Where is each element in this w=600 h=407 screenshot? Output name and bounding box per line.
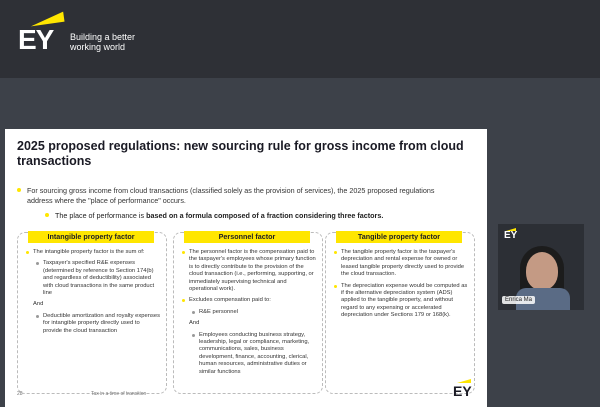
bullet2-bold: based on a formula composed of a fraction considering three factors. — [146, 211, 384, 220]
column-item: Excludes compensation paid to: — [182, 297, 316, 304]
column-item: R&E personnel — [192, 309, 316, 316]
column-personnel — [173, 232, 323, 394]
column-item: Deductible amortization and royalty expenses for intangible property directly used to provide the cloud transaction — [36, 313, 160, 335]
column-item: Taxpayer's specified R&E expenses (determined by reference to Section 174(b) and regardless of deductibility) associated with cloud transactions in the same product line — [36, 260, 160, 297]
tagline-line2: working world — [70, 42, 126, 52]
column-body — [26, 249, 160, 339]
column-header: Intangible property factor — [28, 231, 154, 243]
column-item: The intangible property factor is the sum of: — [26, 249, 160, 256]
column-header: Tangible property factor — [336, 231, 462, 243]
slide-bullet-2 — [55, 211, 475, 220]
slide-bullet-1: For sourcing gross income from cloud transactions (classified solely as the provision of services), the 2025 proposed regulations address where the "place of performance" occurs. — [27, 186, 447, 205]
top-banner — [0, 0, 600, 78]
column-header: Personnel factor — [184, 231, 310, 243]
column-item: And — [189, 320, 200, 327]
ey-logo — [18, 10, 148, 54]
participant-name: Enrica Ma — [502, 296, 535, 304]
video-logo: EY — [504, 230, 518, 241]
column-item: Employees conducting business strategy, leadership, legal or compliance, marketing, communications, sales, business development, finance, accounting, clerical, human resources, administrative duties or similar functions — [192, 332, 316, 376]
page-number: 28 — [17, 391, 23, 397]
bullet2-prefix: The place of performance is — [55, 211, 147, 220]
tagline-line1: Building a better — [70, 32, 136, 42]
column-tangible — [325, 232, 475, 394]
participant-video-tile[interactable] — [498, 224, 584, 310]
participant-face — [526, 252, 558, 290]
shared-slide — [5, 129, 487, 407]
column-item: The depreciation expense would be computed as if the alternative depreciation system (ADS) applied to the tangible property, and without regard to any expensing or accelerated depreciation under Sections 179 or 168(k). — [334, 283, 468, 320]
column-item: The personnel factor is the compensation paid to the taxpayer's employees whose primary function is to directly contribute to the provision of the cloud transaction (i.e., performing, supporting, or immediately supervising technical and operational work). — [182, 249, 316, 293]
logo-tagline — [70, 32, 135, 52]
column-intangible — [17, 232, 167, 394]
column-item: The tangible property factor is the taxpayer's depreciation and rental expense for owned or leased tangible property directly used to provide the cloud transaction. — [334, 249, 468, 279]
column-body — [334, 249, 468, 324]
slide-title: 2025 proposed regulations: new sourcing rule for gross income from cloud transactions — [17, 139, 464, 168]
column-body — [182, 249, 316, 380]
column-item: And — [33, 301, 44, 308]
footer-logo: EY — [453, 383, 472, 399]
logo-text: EY — [18, 24, 54, 55]
footer-text: Tax in a time of transition — [91, 391, 147, 397]
